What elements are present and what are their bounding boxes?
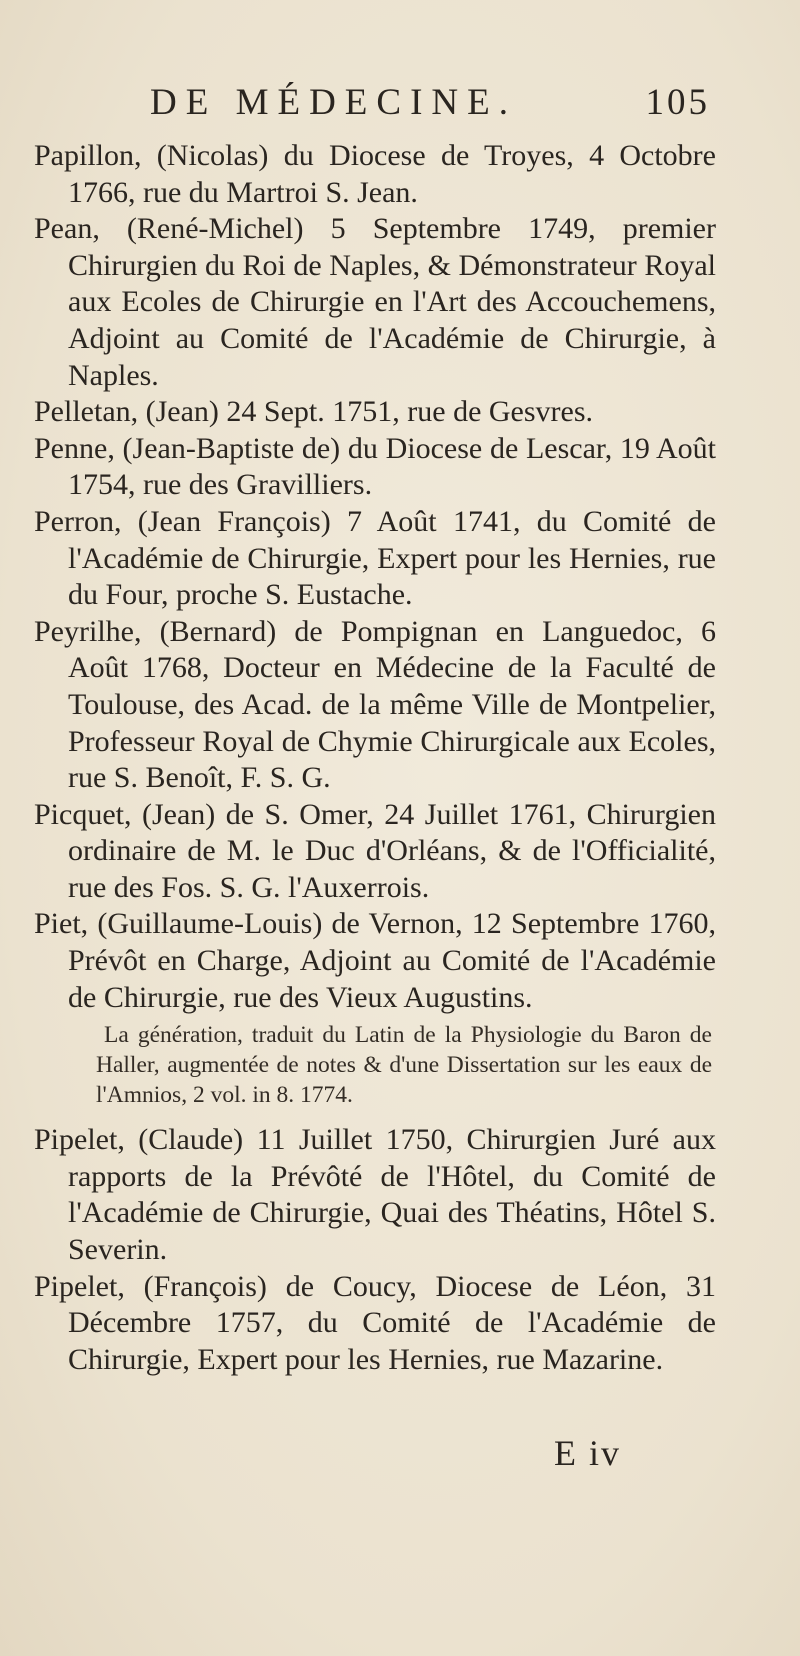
entry-perron: Perron, (Jean François) 7 Août 1741, du Comité de l'Académie de Chirurgie, Expert pour les Hernies, rue du Four, proche S. Eustache.	[34, 504, 716, 612]
entry-penne: Penne, (Jean-Baptiste de) du Diocese de Lescar, 19 Août 1754, rue des Gravilliers.	[34, 431, 716, 502]
entry-picquet: Picquet, (Jean) de S. Omer, 24 Juillet 1761, Chirurgien ordinaire de M. le Duc d'Orléans, & de l'Officialité, rue des Fos. S. G. l'Auxerrois.	[34, 797, 716, 904]
page-header	[150, 78, 710, 128]
entry-pean: Pean, (René-Michel) 5 Septembre 1749, premier Chirurgien du Roi de Naples, & Démonstrateur Royal aux Ecoles de Chirurgie en l'Art des Accouchemens, Adjoint au Comité de l'Académie de Chirurgie, à Naples.	[34, 212, 716, 392]
directory-list	[34, 138, 716, 1378]
page-number: 105	[645, 82, 710, 123]
entry-pipelet-francois: Pipelet, (François) de Coucy, Diocese de Léon, 31 Décembre 1757, du Comité de l'Académie de Chirurgie, Expert pour les Hernies, rue Mazarine.	[34, 1269, 716, 1376]
entry-piet: Piet, (Guillaume-Louis) de Vernon, 12 Septembre 1760, Prévôt en Charge, Adjoint au Comité de l'Académie de Chirurgie, rue des Vieux Augustins.	[34, 907, 716, 1014]
entry-peyrilhe: Peyrilhe, (Bernard) de Pompignan en Languedoc, 6 Août 1768, Docteur en Médecine de la Faculté de Toulouse, des Acad. de la même Ville de Montpelier, Professeur Royal de Chymie Chirurgicale aux Ecoles, rue S. Benoît, F. S. G.	[34, 614, 716, 795]
signature-mark: E iv	[554, 1433, 621, 1473]
entry-pelletan: Pelletan, (Jean) 24 Sept. 1751, rue de Gesvres.	[34, 395, 594, 429]
publication-note: La génération, traduit du Latin de la Physiologie du Baron de Haller, augmentée de notes & d'une Dissertation sur les eaux de l'Amnios, 2 vol. in 8. 1774.	[96, 1022, 712, 1109]
running-title: DE MÉDECINE.	[150, 82, 517, 123]
entry-papillon: Papillon, (Nicolas) du Diocese de Troyes, 4 Octobre 1766, rue du Martroi S. Jean.	[34, 139, 716, 209]
entry-pipelet-claude: Pipelet, (Claude) 11 Juillet 1750, Chirurgien Juré aux rapports de la Prévôté de l'Hôtel, du Comité de l'Académie de Chirurgie, Quai des Théatins, Hôtel S. Severin.	[34, 1123, 716, 1267]
